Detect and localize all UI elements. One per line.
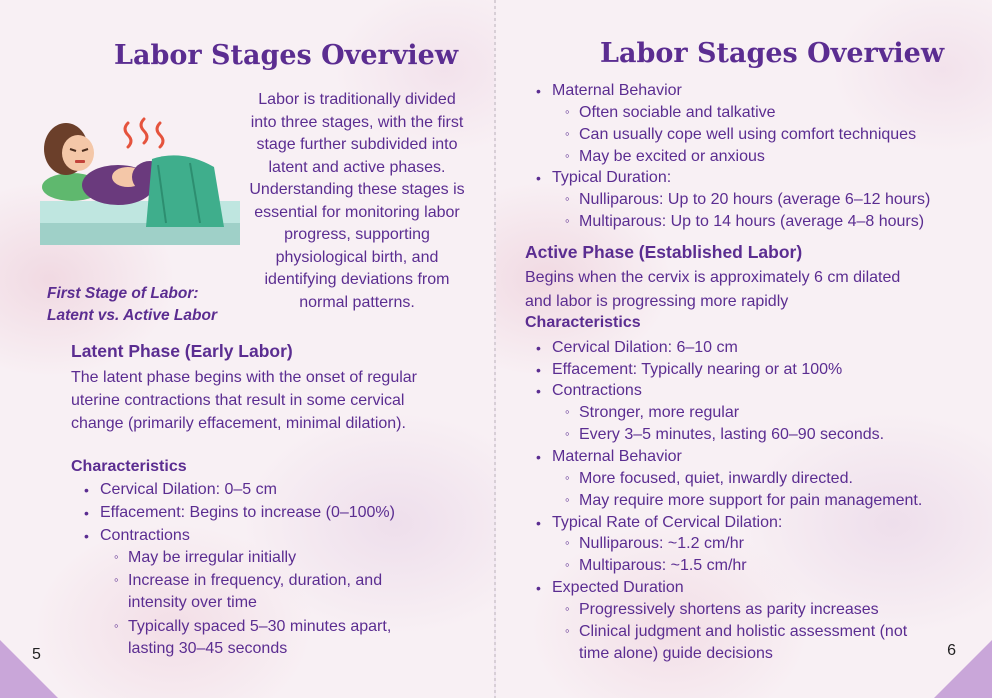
list-subitem-continuation: intensity over time [128, 594, 257, 611]
list-subitem: ◦ Stronger, more regular [579, 402, 739, 424]
list-item: • Cervical Dilation: 0–5 cm [100, 479, 277, 501]
list-item: • Effacement: Typically nearing or at 100% [552, 359, 842, 381]
active-phase-description-line: Begins when the cervix is approximately 6 cm dilated [525, 269, 901, 286]
list-item: • Maternal Behavior [552, 80, 682, 102]
list-subitem: ◦ Nulliparous: ~1.2 cm/hr [579, 533, 744, 555]
right-page [496, 0, 992, 698]
list-subitem: ◦ Clinical judgment and holistic assessment (not [579, 621, 907, 643]
left-page [0, 0, 494, 698]
list-item: • Typical Rate of Cervical Dilation: [552, 512, 782, 534]
stage-label-line1: First Stage of Labor: [47, 285, 199, 302]
stage-label-line2: Latent vs. Active Labor [47, 307, 217, 324]
list-subitem: ◦ Nulliparous: Up to 20 hours (average 6–12 hours) [579, 189, 930, 211]
list-subitem-continuation: time alone) guide decisions [579, 645, 773, 662]
page-number: 6 [947, 642, 956, 659]
list-item: • Cervical Dilation: 6–10 cm [552, 337, 738, 359]
list-subitem-continuation: lasting 30–45 seconds [128, 640, 288, 657]
active-phase-description-line: and labor is progressing more rapidly [525, 293, 789, 310]
latent-phase-heading: Latent Phase (Early Labor) [71, 341, 293, 361]
corner-decoration [934, 640, 992, 698]
woman-in-labor-illustration [40, 105, 240, 245]
page-title: Labor Stages Overview [600, 38, 945, 69]
list-subitem: ◦ May be irregular initially [128, 547, 296, 569]
page-title: Labor Stages Overview [114, 40, 459, 71]
list-item: • Effacement: Begins to increase (0–100%) [100, 502, 395, 524]
list-subitem: ◦ Multiparous: Up to 14 hours (average 4–8 hours) [579, 211, 924, 233]
list-subitem: ◦ More focused, quiet, inwardly directed. [579, 468, 853, 490]
intro-paragraph: Labor is traditionally divided into three stages, with the first stage further subdivided into latent and active phases. Understanding these stages is essential for monitoring labor progress, supporting physiological birth, and identifying deviations from normal patterns. [249, 91, 465, 311]
list-subitem: ◦ Multiparous: ~1.5 cm/hr [579, 555, 747, 577]
list-subitem: ◦ May require more support for pain management. [579, 490, 922, 512]
list-item: • Contractions [552, 380, 642, 402]
page-number: 5 [32, 646, 41, 663]
active-phase-heading: Active Phase (Established Labor) [525, 242, 803, 262]
list-item: • Maternal Behavior [552, 446, 682, 468]
characteristics-heading: Characteristics [71, 458, 187, 475]
list-subitem: ◦ Often sociable and talkative [579, 102, 776, 124]
list-subitem: ◦ Can usually cope well using comfort techniques [579, 124, 916, 146]
corner-decoration [0, 640, 58, 698]
list-item: • Expected Duration [552, 577, 684, 599]
latent-phase-description: The latent phase begins with the onset of regular uterine contractions that result in some cervical change (primarily effacement, minimal dilation). [71, 369, 417, 432]
characteristics-heading: Characteristics [525, 314, 641, 331]
list-subitem: ◦ Typically spaced 5–30 minutes apart, [128, 616, 391, 638]
list-subitem: ◦ Progressively shortens as parity increases [579, 599, 879, 621]
list-subitem: ◦ Increase in frequency, duration, and [128, 570, 382, 592]
list-subitem: ◦ May be excited or anxious [579, 146, 765, 168]
stage-label [47, 283, 247, 327]
list-item: • Contractions [100, 525, 190, 547]
list-item: • Typical Duration: [552, 167, 671, 189]
list-subitem: ◦ Every 3–5 minutes, lasting 60–90 seconds. [579, 424, 884, 446]
